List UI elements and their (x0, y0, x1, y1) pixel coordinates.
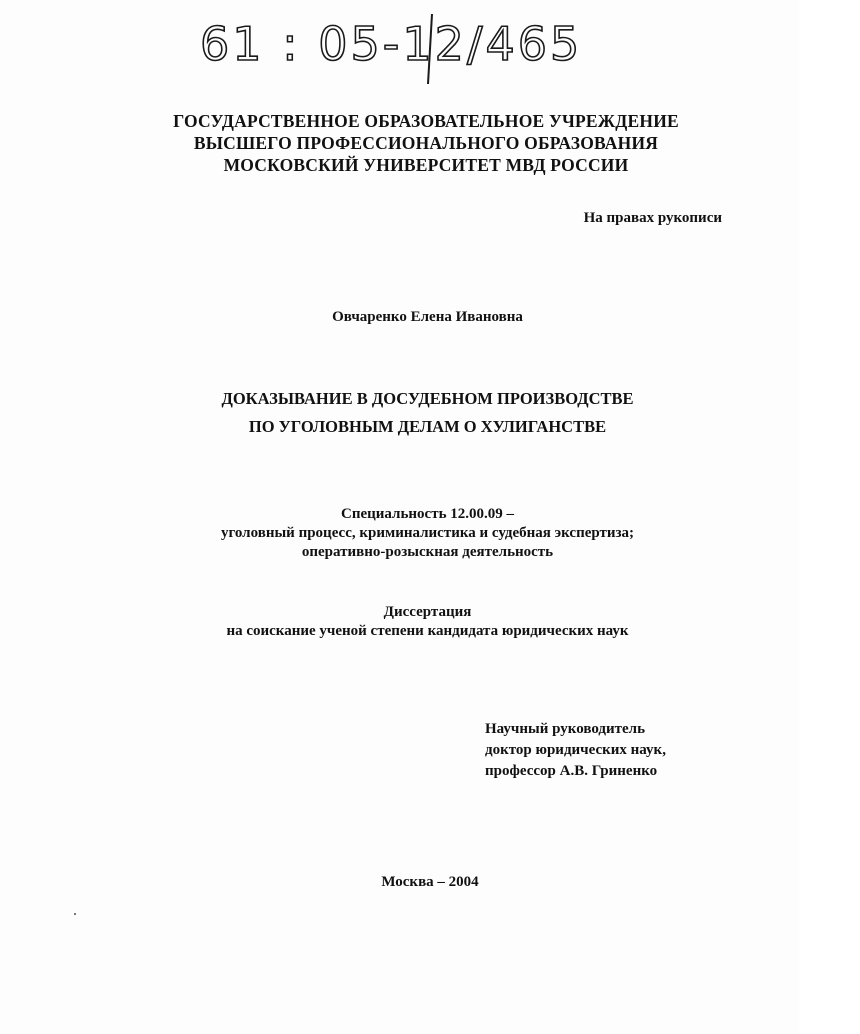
degree-line-2: на соискание ученой степени кандидата юридических наук (226, 623, 629, 639)
scan-speck (74, 913, 76, 915)
institution-line-3: МОСКОВСКИЙ УНИВЕРСИТЕТ МВД РОССИИ (223, 155, 629, 175)
title-line-1: ДОКАЗЫВАНИЕ В ДОСУДЕБНОМ ПРОИЗВОДСТВЕ (221, 389, 634, 408)
supervisor-line-2: доктор юридических наук, (485, 742, 666, 758)
institution-header (0, 110, 852, 176)
supervisor-line-3: профессор А.В. Гриненко (485, 763, 658, 779)
handwritten-catalog-number (196, 8, 583, 88)
author-name: Овчаренко Елена Ивановна (332, 309, 523, 325)
dissertation-title (0, 385, 855, 441)
specialty-block (0, 505, 855, 562)
institution-line-1: ГОСУДАРСТВЕННОЕ ОБРАЗОВАТЕЛЬНОЕ УЧРЕЖДЕНИЕ (173, 111, 679, 131)
handwritten-mark-svg (196, 8, 583, 88)
specialty-line-1: Специальность 12.00.09 – (341, 506, 514, 522)
city-year: Москва – 2004 (381, 874, 479, 890)
specialty-line-3: оперативно-розыскная деятельность (301, 544, 554, 560)
degree-statement (0, 603, 855, 641)
supervisor-block (485, 719, 666, 782)
supervisor-line-1: Научный руководитель (485, 721, 645, 737)
manuscript-rights-note: На правах рукописи (583, 210, 722, 226)
degree-line-1: Диссертация (383, 604, 472, 620)
handwritten-mark-text: 61 : 05-12/465 (200, 17, 583, 71)
institution-line-2: ВЫСШЕГО ПРОФЕССИОНАЛЬНОГО ОБРАЗОВАНИЯ (193, 133, 659, 153)
specialty-line-2: уголовный процесс, криминалистика и судебная экспертиза; (220, 525, 635, 541)
title-line-2: ПО УГОЛОВНЫМ ДЕЛАМ О ХУЛИГАНСТВЕ (248, 417, 607, 436)
